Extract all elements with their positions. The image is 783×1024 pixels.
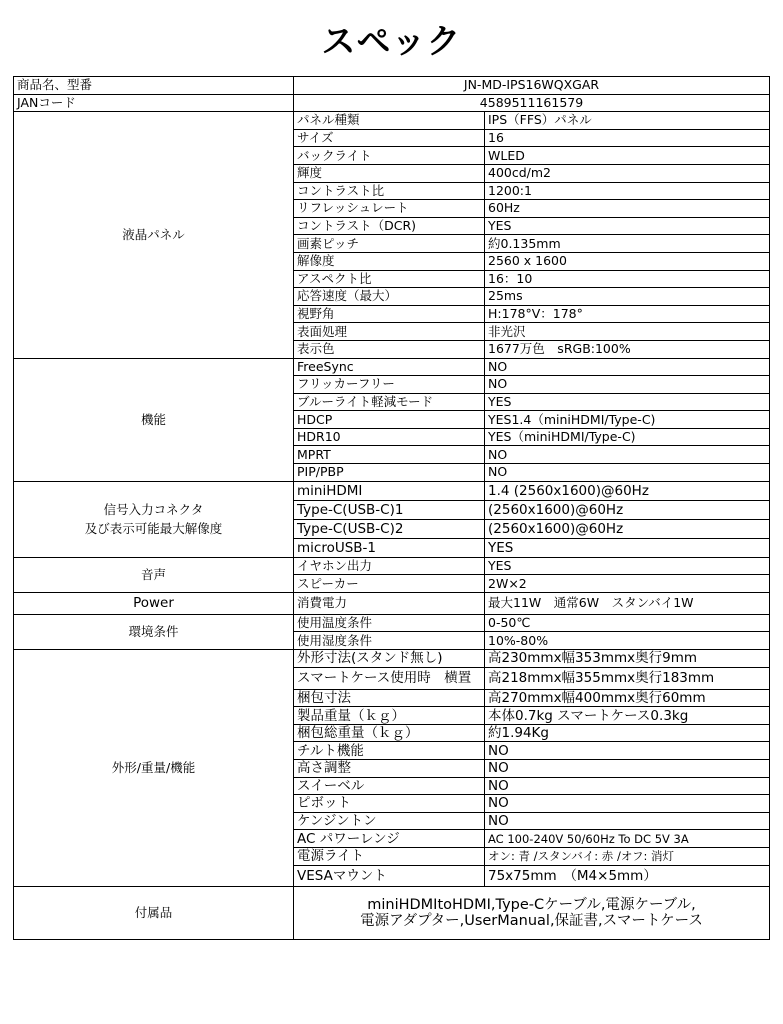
spec-value: 約1.94Kg	[485, 724, 770, 742]
section-label: Power	[14, 592, 294, 614]
spec-label: 梱包寸法	[294, 689, 485, 707]
spec-label: PIP/PBP	[294, 464, 485, 482]
spec-label: 輝度	[294, 164, 485, 182]
accessories-label: 付属品	[14, 886, 294, 939]
accessories-row	[14, 886, 770, 939]
table-row	[14, 112, 770, 130]
spec-label: 外形寸法(スタンド無し)	[294, 650, 485, 668]
spec-label: 表面処理	[294, 323, 485, 341]
spec-label: miniHDMI	[294, 481, 485, 500]
spec-value: YES	[485, 217, 770, 235]
spec-value: 1677万色 sRGB:100%	[485, 340, 770, 358]
spec-label: HDR10	[294, 428, 485, 446]
spec-value: NO	[485, 464, 770, 482]
spec-label: チルト機能	[294, 742, 485, 760]
spec-label: バックライト	[294, 147, 485, 165]
section-label-line: 信号入力コネクタ	[103, 502, 204, 518]
spec-value: 0-50℃	[485, 614, 770, 632]
spec-label: 応答速度（最大）	[294, 288, 485, 306]
section-label: 環境条件	[14, 614, 294, 649]
spec-value: 2560 x 1600	[485, 252, 770, 270]
spec-value: 高230mmx幅353mmx奥行9mm	[485, 650, 770, 668]
section-label	[14, 481, 294, 557]
spec-value: NO	[485, 777, 770, 795]
spec-label: 視野角	[294, 305, 485, 323]
spec-label: Type-C(USB-C)1	[294, 500, 485, 519]
spec-value: 16：10	[485, 270, 770, 288]
page-title: スペック	[321, 22, 462, 62]
spec-value: (2560x1600)@60Hz	[485, 519, 770, 538]
spec-label: 電源ライト	[294, 847, 485, 865]
spec-label: AC パワーレンジ	[294, 830, 485, 848]
spec-value: YES1.4（miniHDMI/Type-C)	[485, 411, 770, 429]
spec-label: サイズ	[294, 129, 485, 147]
spec-label: 表示色	[294, 340, 485, 358]
spec-value: 1.4 (2560x1600)@60Hz	[485, 481, 770, 500]
spec-label: 解像度	[294, 252, 485, 270]
spec-label: コントラスト比	[294, 182, 485, 200]
spec-table	[13, 76, 770, 940]
spec-value: 10%-80%	[485, 632, 770, 650]
spec-label: アスペクト比	[294, 270, 485, 288]
spec-value: 25ms	[485, 288, 770, 306]
spec-label: 使用温度条件	[294, 614, 485, 632]
spec-value: NO	[485, 358, 770, 376]
table-row	[14, 358, 770, 376]
table-row	[14, 481, 770, 500]
spec-label: 画素ピッチ	[294, 235, 485, 253]
spec-value: NO	[485, 742, 770, 760]
spec-value: 高218mmx幅355mmx奥行183mm	[485, 667, 770, 689]
model-number: JN-MD-IPS16WQXGAR	[294, 77, 770, 95]
table-row	[14, 77, 770, 95]
spec-label: 高さ調整	[294, 760, 485, 778]
jan-code: 4589511161579	[294, 94, 770, 112]
spec-value: WLED	[485, 147, 770, 165]
spec-label: リフレッシュレート	[294, 200, 485, 218]
section-label-line: 及び表示可能最大解像度	[84, 521, 223, 537]
spec-value: オン: 青 /スタンバイ: 赤 /オフ: 消灯	[485, 847, 770, 865]
spec-label: 使用湿度条件	[294, 632, 485, 650]
spec-table-body	[14, 77, 770, 940]
spec-value: NO	[485, 795, 770, 813]
spec-label: スマートケース使用時 横置	[294, 667, 485, 689]
spec-label: FreeSync	[294, 358, 485, 376]
spec-value: 最大11W 通常6W スタンバイ1W	[485, 592, 770, 614]
spec-value: NO	[485, 446, 770, 464]
spec-value: 60Hz	[485, 200, 770, 218]
spec-value: 1200:1	[485, 182, 770, 200]
accessories-line: miniHDMItoHDMI,Type-Cケーブル,電源ケーブル,	[367, 896, 696, 913]
spec-value: NO	[485, 376, 770, 394]
table-row	[14, 614, 770, 632]
spec-label: フリッカーフリー	[294, 376, 485, 394]
spec-label: Type-C(USB-C)2	[294, 519, 485, 538]
spec-value: YES	[485, 557, 770, 575]
spec-value: 約0.135mm	[485, 235, 770, 253]
row-label: JANコード	[14, 94, 294, 112]
spec-label: VESAマウント	[294, 865, 485, 886]
spec-label: ピボット	[294, 795, 485, 813]
section-label: 外形/重量/機能	[14, 650, 294, 887]
table-row	[14, 94, 770, 112]
spec-label: 消費電力	[294, 592, 485, 614]
spec-value: H:178°V：178°	[485, 305, 770, 323]
table-row	[14, 557, 770, 575]
spec-label: スピーカー	[294, 575, 485, 593]
spec-label: ブルーライト軽減モード	[294, 393, 485, 411]
spec-value: YES	[485, 538, 770, 557]
spec-label: HDCP	[294, 411, 485, 429]
spec-value: NO	[485, 760, 770, 778]
spec-value: NO	[485, 812, 770, 830]
spec-value: 400cd/m2	[485, 164, 770, 182]
spec-value: 75x75mm （M4×5mm）	[485, 865, 770, 886]
spec-value: 16	[485, 129, 770, 147]
spec-value: YES	[485, 393, 770, 411]
spec-value: YES（miniHDMI/Type-C)	[485, 428, 770, 446]
spec-value: IPS（FFS）パネル	[485, 112, 770, 130]
spec-value: 非光沢	[485, 323, 770, 341]
spec-value: (2560x1600)@60Hz	[485, 500, 770, 519]
spec-label: MPRT	[294, 446, 485, 464]
section-label: 液晶パネル	[14, 112, 294, 358]
accessories-line: 電源アダプター,UserManual,保証書,スマートケース	[360, 912, 703, 929]
spec-label: 製品重量（ｋｇ）	[294, 707, 485, 725]
spec-value: 2W×2	[485, 575, 770, 593]
spec-label: スイーベル	[294, 777, 485, 795]
spec-value: 本体0.7kg スマートケース0.3kg	[485, 707, 770, 725]
spec-label: ケンジントン	[294, 812, 485, 830]
spec-value: 高270mmx幅400mmx奥行60mm	[485, 689, 770, 707]
spec-value: AC 100-240V 50/60Hz To DC 5V 3A	[485, 830, 770, 848]
spec-label: コントラスト（DCR)	[294, 217, 485, 235]
row-label: 商品名、型番	[14, 77, 294, 95]
spec-label: パネル種類	[294, 112, 485, 130]
accessories-list	[294, 886, 770, 939]
table-row	[14, 650, 770, 668]
section-label: 音声	[14, 557, 294, 592]
table-row	[14, 592, 770, 614]
spec-label: イヤホン出力	[294, 557, 485, 575]
section-label: 機能	[14, 358, 294, 481]
spec-label: 梱包総重量（ｋｇ）	[294, 724, 485, 742]
spec-label: microUSB-1	[294, 538, 485, 557]
